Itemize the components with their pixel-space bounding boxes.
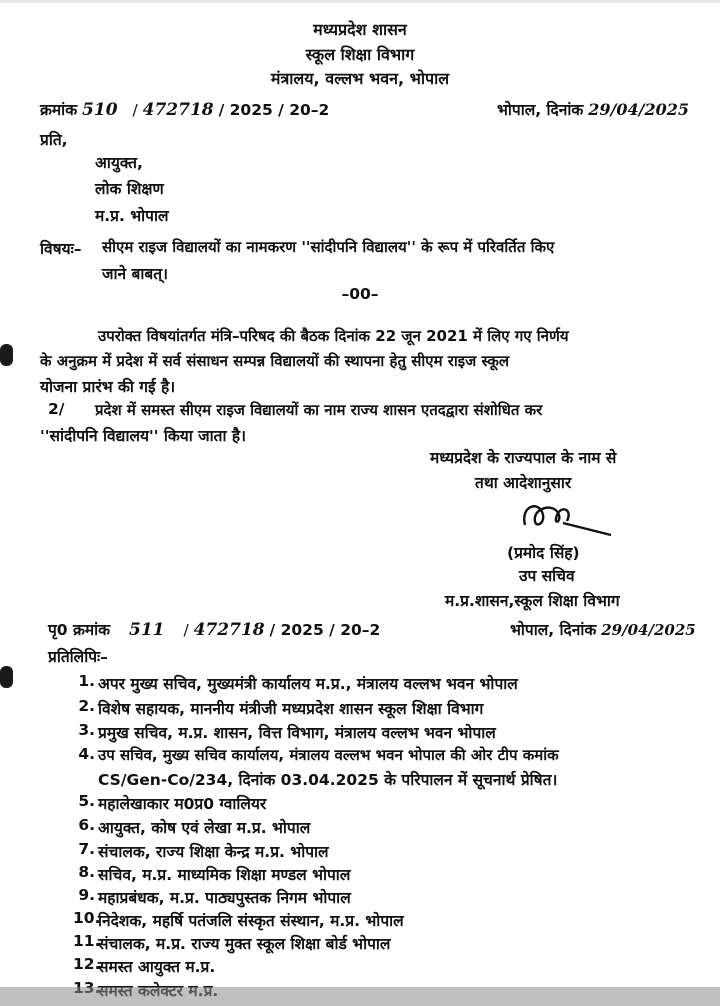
list-number: 3.: [78, 721, 95, 739]
list-text: संचालक, राज्य शिक्षा केन्द्र म.प्र. भोपाल: [98, 843, 329, 861]
list-text: सचिव, म.प्र. माध्यमिक शिक्षा मण्डल भोपाल: [98, 866, 351, 884]
copy-reference-prefix: पृ0 क्रमांक: [48, 621, 111, 639]
list-text: निदेशक, महर्षि पतंजलि संस्कृत संस्थान, म.प्र. भोपाल: [98, 912, 404, 930]
signatory-department: म.प्र.शासन,स्कूल शिक्षा विभाग: [445, 592, 620, 610]
list-text-continued: CS/Gen-Co/234, दिनांक 03.04.2025 के परिपालन में सूचनार्थ प्रेषित।: [98, 771, 558, 789]
paragraph-2-number: 2/: [48, 400, 65, 418]
scan-dot: [0, 344, 13, 366]
signature-line-1: मध्यप्रदेश के राज्यपाल के नाम से: [430, 449, 617, 467]
list-item: [0, 909, 720, 933]
copy-reference-number: पृ0 क्रमांक 511 / 472718 / 2025 / 20–2: [48, 620, 381, 640]
list-number: 10.: [73, 909, 101, 927]
date-handwritten: 29/04/2025: [588, 100, 689, 119]
list-item: [0, 745, 720, 793]
list-text: उप सचिव, मुख्य सचिव कार्यालय, मंत्रालय वल्लभ भवन भोपाल की ओर टीप कमांक: [98, 746, 559, 764]
list-item: [0, 955, 720, 979]
subject-label: विषयः–: [40, 240, 82, 258]
list-number: 4.: [78, 745, 95, 763]
list-item: [0, 672, 720, 696]
list-text: संचालक, म.प्र. राज्य मुक्त स्कूल शिक्षा बोर्ड भोपाल: [98, 935, 391, 953]
reference-date: [497, 98, 689, 120]
list-number: 6.: [78, 816, 95, 834]
subject-text-2: जाने बाबत्।: [102, 265, 168, 283]
signature-line-2: तथा आदेशानुसार: [475, 474, 572, 492]
list-text: प्रमुख सचिव, म.प्र. शासन, वित्त विभाग, मंत्रालय वल्लभ भवन भोपाल: [98, 724, 496, 742]
reference-number: क्रमांक 510 / 472718 / 2025 / 20–2: [40, 100, 330, 120]
list-number: 12.: [73, 955, 101, 973]
paragraph-1-line-3: योजना प्रारंभ की गई है।: [40, 378, 176, 396]
list-item: [0, 816, 720, 840]
copy-reference-suffix: / 2025 / 20–2: [269, 621, 381, 639]
list-number: 7.: [78, 840, 95, 858]
subject-text-1: सीएम राइज विद्यालयों का नामकरण ''सांदीपनि विद्यालय'' के रूप में परिवर्तित किए: [102, 238, 555, 256]
header-address: मंत्रालय, वल्लभ भवन, भोपाल: [270, 69, 450, 88]
list-text: समस्त आयुक्त म.प्र.: [98, 958, 216, 976]
paragraph-2-line-1: प्रदेश में समस्त सीएम राइज विद्यालयों का नाम राज्य शासन एतदद्वारा संशोधित कर: [95, 401, 543, 419]
list-text: महालेखाकार म0प्र0 ग्वालियर: [98, 795, 267, 813]
list-item: [0, 792, 720, 816]
paragraph-1-line-1: उपरोक्त विषयांतर्गत मंत्रि–परिषद की बैठक दिनांक 22 जून 2021 में लिए गए निर्णय: [98, 327, 569, 345]
list-number: 2.: [78, 697, 95, 715]
list-number: 5.: [78, 792, 95, 810]
list-text: महाप्रबंधक, म.प्र. पाठ्यपुस्तक निगम भोपाल: [98, 889, 351, 907]
paragraph-1-line-2: के अनुक्रम में प्रदेश में सर्व संसाधन सम्पन्न विद्यालयों की स्थापना हेतु सीएम राइज स्कूल: [40, 352, 510, 370]
signatory-name: (प्रमोद सिंह): [507, 544, 580, 562]
list-text: विशेष सहायक, माननीय मंत्रीजी मध्यप्रदेश शासन स्कूल शिक्षा विभाग: [98, 700, 484, 718]
reference-handwritten-1: 510: [82, 100, 118, 120]
header-department: स्कूल शिक्षा विभाग: [305, 45, 415, 64]
scan-edge: [0, 0, 720, 3]
list-item: [0, 932, 720, 956]
reference-suffix: / 2025 / 20–2: [218, 101, 330, 119]
to-label: प्रति,: [40, 131, 68, 149]
list-number: 8.: [78, 863, 95, 881]
copy-label: प्रतिलिपिः–: [48, 648, 108, 666]
to-line-2: लोक शिक्षण: [95, 180, 164, 198]
copy-date-prefix: भोपाल, दिनांक: [510, 621, 597, 639]
copy-reference-date: [510, 618, 696, 640]
copy-reference-handwritten-2: 472718: [193, 620, 265, 640]
list-number: 9.: [78, 886, 95, 904]
list-item: [0, 840, 720, 864]
to-line-1: आयुक्त,: [95, 154, 143, 172]
reference-prefix: क्रमांक: [40, 101, 78, 119]
signatory-designation: उप सचिव: [519, 567, 575, 585]
list-item: [0, 863, 720, 887]
copy-date-handwritten: 29/04/2025: [601, 621, 696, 639]
copy-reference-handwritten-1: 511: [129, 620, 165, 640]
list-number: 11.: [73, 932, 101, 950]
header-government: मध्यप्रदेश शासन: [313, 20, 407, 39]
to-line-3: म.प्र. भोपाल: [95, 207, 169, 225]
list-item: [0, 697, 720, 721]
bottom-bar: [0, 987, 720, 1006]
list-number: 1.: [78, 672, 95, 690]
list-text: अपर मुख्य सचिव, मुख्यमंत्री कार्यालय म.प्र., मंत्रालय वल्लभ भवन भोपाल: [98, 675, 518, 693]
reference-handwritten-2: 472718: [142, 100, 214, 120]
separator: –00–: [341, 285, 379, 303]
list-item: [0, 721, 720, 745]
signature-scribble: [515, 495, 615, 539]
list-item: [0, 886, 720, 910]
list-text: आयुक्त, कोष एवं लेखा म.प्र. भोपाल: [98, 819, 311, 837]
date-prefix: भोपाल, दिनांक: [497, 101, 584, 119]
paragraph-2-line-2: ''सांदीपनि विद्यालय'' किया जाता है।: [40, 427, 247, 445]
